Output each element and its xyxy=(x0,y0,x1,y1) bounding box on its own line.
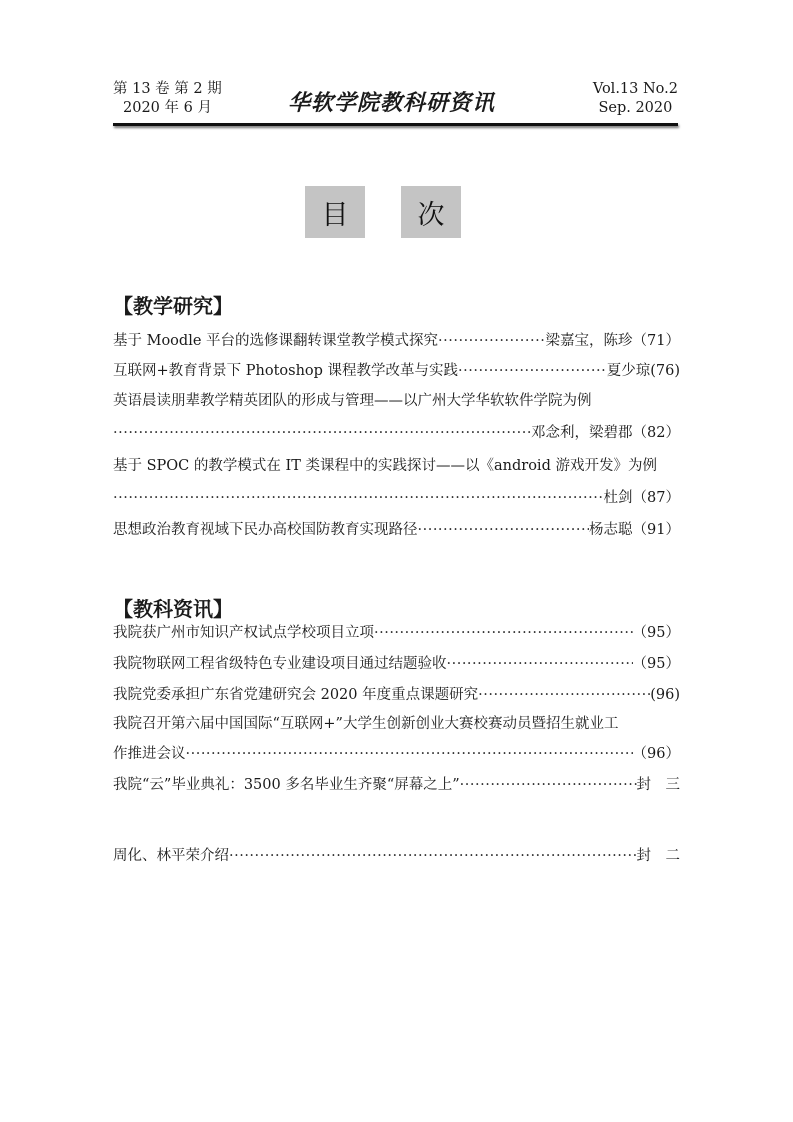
section-heading: 【教学研究】 xyxy=(113,294,233,318)
toc-title-char: 目 xyxy=(305,186,365,238)
toc-entry[interactable] xyxy=(113,744,680,764)
entry-title: 互联网+教育背景下 Photoshop 课程教学改革与实践 xyxy=(113,363,459,379)
leader-dots xyxy=(229,846,637,866)
toc-entry[interactable] xyxy=(113,488,680,508)
leader-dots xyxy=(113,488,604,508)
entry-ref: (96) xyxy=(650,687,680,703)
section-heading: 【教科资讯】 xyxy=(113,597,233,621)
entry-title[interactable]: 我院召开第六届中国国际“互联网+”大学生创新创业大赛校赛动员暨招生就业工 xyxy=(113,716,619,732)
toc-entry[interactable] xyxy=(113,846,680,866)
toc-entry[interactable] xyxy=(113,685,680,705)
leader-dots xyxy=(374,623,633,643)
issue-info-cn xyxy=(113,80,222,118)
entry-ref: 邓念利，梁碧郡（82） xyxy=(531,425,680,441)
entry-title: 我院获广州市知识产权试点学校项目立项 xyxy=(113,625,374,641)
entry-ref: 封 三 xyxy=(636,777,680,793)
date-en: Sep. 2020 xyxy=(598,100,673,116)
entry-title: 基于 Moodle 平台的选修课翻转课堂教学模式探究 xyxy=(113,333,439,349)
leader-dots xyxy=(438,331,546,351)
toc-entry[interactable] xyxy=(113,623,680,643)
entry-ref: 封 二 xyxy=(636,848,680,864)
entry-title: 我院“云”毕业典礼：3500 多名毕业生齐聚“屏幕之上” xyxy=(113,777,460,793)
leader-dots xyxy=(418,520,590,540)
entry-ref: 梁嘉宝，陈珍（71） xyxy=(545,333,680,349)
entry-ref: （95） xyxy=(632,625,680,641)
volume-issue-en: Vol.13 No.2 xyxy=(592,81,678,97)
volume-issue: 第 13 卷 第 2 期 xyxy=(113,81,222,97)
date-cn: 2020 年 6 月 xyxy=(123,100,212,116)
leader-dots xyxy=(458,361,607,381)
leader-dots xyxy=(186,744,633,764)
toc-entry[interactable] xyxy=(113,331,680,351)
entry-title-cont: 作推进会议 xyxy=(113,746,186,762)
entry-ref: （96） xyxy=(632,746,680,762)
entry-ref: 夏少琼(76) xyxy=(606,363,680,379)
entry-title: 我院物联网工程省级特色专业建设项目通过结题验收 xyxy=(113,656,447,672)
toc-entry[interactable] xyxy=(113,361,680,381)
toc-entry[interactable] xyxy=(113,775,680,795)
issue-info-en xyxy=(593,80,678,118)
leader-dots xyxy=(478,685,650,705)
leader-dots xyxy=(447,654,633,674)
entry-title: 思想政治教育视域下民办高校国防教育实现路径 xyxy=(113,522,418,538)
leader-dots xyxy=(460,775,637,795)
toc-entry[interactable] xyxy=(113,654,680,674)
page-header xyxy=(113,80,678,122)
journal-title: 华软学院教科研资讯 xyxy=(288,90,496,116)
toc-entry[interactable] xyxy=(113,520,680,540)
toc-title-char: 次 xyxy=(401,186,461,238)
entry-title[interactable]: 基于 SPOC 的教学模式在 IT 类课程中的实践探讨——以《android 游戏开发》为例 xyxy=(113,458,657,474)
header-rule xyxy=(113,123,678,126)
entry-title: 我院党委承担广东省党建研究会 2020 年度重点课题研究 xyxy=(113,687,479,703)
entry-ref: （95） xyxy=(632,656,680,672)
entry-ref: 杜剑（87） xyxy=(603,490,680,506)
entry-title[interactable]: 英语晨读朋辈教学精英团队的形成与管理——以广州大学华软软件学院为例 xyxy=(113,393,592,409)
entry-title: 周化、林平荣介绍 xyxy=(113,848,229,864)
entry-ref: 杨志聪（91） xyxy=(589,522,680,538)
leader-dots xyxy=(113,423,531,443)
toc-entry[interactable] xyxy=(113,423,680,443)
